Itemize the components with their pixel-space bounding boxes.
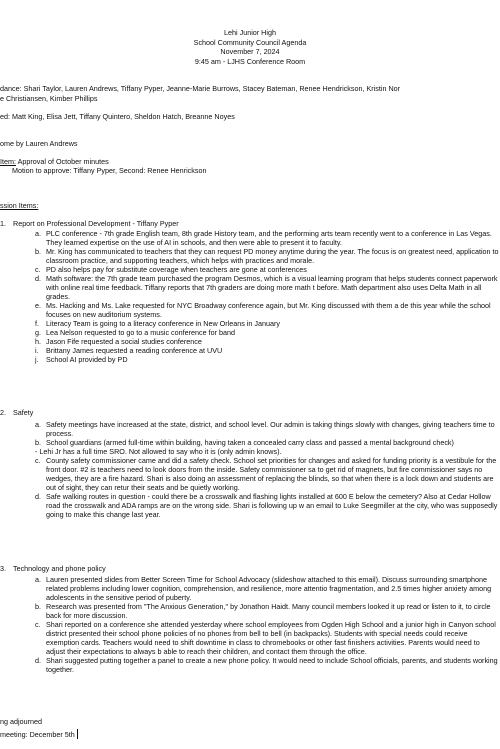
meeting-date: November 7, 2024 (220, 47, 280, 56)
list-item-text: Ms. Hacking and Ms. Lake requested for NYC Broadway conference again, but Mr. King discussed with them a de this year while the school focuses on new auditorium systems. (46, 301, 491, 319)
list-marker: c. (35, 456, 41, 465)
list-item-text: Mr. King has communicated to teachers that they can request PD money anytime during the year. The focus is on greatest need, application to classroom practice, and supporting teachers, which helps with practices and morale. (46, 247, 499, 265)
section-2-item (35, 438, 500, 447)
section-1-item (35, 319, 500, 328)
list-item-text: Math software: the 7th grade team purchased the program Desmos, which is a visual learning program that helps students connect paperwork with online real time feedback. Tiffany reports that 7th graders are doing more math t before. Math department also uses Delta Math in all grades. (46, 274, 498, 301)
section-1-items (35, 229, 500, 364)
text-cursor (77, 729, 79, 739)
document-header (0, 28, 500, 66)
list-item-text: PLC conference - 7th grade English team, 8th grade History team, and the performing arts team recently went to a conference in Las Vegas. They learned expertise on the use of AI in schools, and then were able to present it to faculty. (46, 229, 492, 247)
welcome-line: ome by Lauren Andrews (0, 139, 78, 148)
section-1-item (35, 265, 500, 274)
list-marker: e. (35, 301, 41, 310)
list-item-text: Safety meetings have increased at the state, district, and school level. Our admin is taking things slowly with changes, giving teachers time to process. (46, 420, 495, 438)
list-item-text: Shari reported on a conference she attended yesterday where school employees from Ogden High School and a junior high in Canyon school district presented their school phone policies of no phones from bell to bell (in backpacks). Students with special needs could receive exemption cards. Teachers would need to shift downtime in class to chromebooks or other fast finishers activities. Parents would need to adjust their expectations to always b able to reach their children, and contact them through the office. (46, 620, 496, 656)
section-2-item (35, 420, 500, 438)
section-1-item (35, 229, 500, 247)
section-2-item (35, 447, 500, 456)
list-item-text: Research was presented from "The Anxious Generation," by Jonathon Haidt. Many council members looked it up read or listen to it, to circle back for more discussion. (46, 602, 491, 620)
section-2-number: 2. (0, 408, 6, 417)
excused-line: ed: Matt King, Elisa Jett, Tiffany Quintero, Sheldon Hatch, Breanne Noyes (0, 112, 235, 121)
list-item-text: Jason Fife requested a social studies conference (46, 337, 202, 346)
section-3-item (35, 620, 500, 656)
list-marker: d. (35, 274, 41, 283)
section-3-title: Technology and phone policy (13, 564, 106, 573)
list-marker: g. (35, 328, 41, 337)
list-marker: d. (35, 492, 41, 501)
section-2-title: Safety (13, 408, 34, 417)
section-3-number: 3. (0, 564, 6, 573)
section-1-item (35, 301, 500, 319)
list-marker: a. (35, 229, 41, 238)
discussion-heading: ssion Items: (0, 201, 39, 210)
section-2-item (35, 456, 500, 492)
list-marker: j. (35, 355, 39, 364)
adjourned-line: ng adjourned (0, 717, 42, 726)
section-1-item (35, 247, 500, 265)
section-1-item (35, 328, 500, 337)
list-marker: b. (35, 247, 41, 256)
document-title: School Community Council Agenda (193, 37, 307, 47)
list-marker: i. (35, 346, 39, 355)
list-item-text: School AI provided by PD (46, 355, 128, 364)
action-item-text: Approval of October minutes (15, 157, 109, 166)
list-item-text: County safety commissioner came and did a safety check. School set priorities for changes and asked for funding priority is a vestibule for the front door. #2 is teachers need to look doors from the inside. Safety commissioner sa to get rid of magnets, but fire commissioner says no wedges, they are a fire hazard. Shari is also doing an assessment of replacing the blinds, so that when there is a lock down and students are out of sight, they can retur their seats and be quietly working. (46, 456, 497, 492)
section-1-item (35, 346, 500, 355)
list-marker: c. (35, 265, 41, 274)
list-marker: c. (35, 620, 41, 629)
section-1-item (35, 274, 500, 301)
list-item-text: PD also helps pay for substitute coverage when teachers are gone at conferences (46, 265, 307, 274)
attendance-line-1: dance: Shari Taylor, Lauren Andrews, Tiffany Pyper, Jeanne-Marie Burrows, Stacey Bateman, Renee Hendrickson, Kristin Nor (0, 84, 401, 93)
action-item-label: Item: (0, 157, 16, 166)
section-2-items (35, 420, 500, 519)
list-marker: b. (35, 438, 41, 447)
action-item-line (0, 157, 109, 166)
section-3-item (35, 602, 500, 620)
list-marker: h. (35, 337, 41, 346)
list-item-text: Lea Nelson requested to go to a music conference for band (46, 328, 235, 337)
school-name: Lehi Junior High (224, 28, 276, 37)
section-1-number: 1. (0, 219, 6, 228)
section-3-item (35, 575, 500, 602)
section-3-item (35, 656, 500, 674)
list-marker: a. (35, 575, 41, 584)
list-item-text: School guardians (armed full-time within building, having taken a concealed carry class and passed a mental background check) (46, 438, 454, 447)
section-1-item (35, 355, 500, 364)
section-1-title: Report on Professional Development - Tiffany Pyper (13, 219, 179, 228)
section-3-items (35, 575, 500, 674)
motion-line: Motion to approve: Tiffany Pyper, Second: Renee Henrickson (12, 166, 207, 175)
list-item-text: - Lehi Jr has a full time SRO. Not allowed to say who it is (only admin knows). (35, 447, 282, 456)
attendance-line-2: e Christiansen, Kimber Phillips (0, 94, 98, 103)
list-marker: f. (35, 319, 39, 328)
section-2-item (35, 492, 500, 519)
list-item-text: Safe walking routes in question - could there be a crosswalk and flashing lights installed at 600 E below the cemetery? Also at Cedar Hollow road the crosswalk and ADA ramps are on the wrong side. Shari is following up w an email to Luke Seegmiller at the city, who was supposedly going to make this change last year. (46, 492, 498, 519)
next-meeting-text: meeting: December 5th (0, 730, 75, 739)
list-item-text: Lauren presented slides from Better Screen Time for School Advocacy (slideshow attached to this email). Discuss surrounding smartphone related problems including lower cognition, comprehension, and resilience, more attentio fragmentation, and 2.5 times higher anxiety among adolescents in the sensitive period of puberty. (46, 575, 492, 602)
list-marker: a. (35, 420, 41, 429)
list-item-text: Literacy Team is going to a literacy conference in New Orleans in January (46, 319, 280, 328)
list-marker: b. (35, 602, 41, 611)
list-marker: d. (35, 656, 41, 665)
list-item-text: Shari suggested putting together a panel to create a new phone policy. It would need to include School officials, parents, and students working together. (46, 656, 498, 674)
meeting-time-location: 9:45 am - LJHS Conference Room (194, 56, 306, 66)
list-item-text: Brittany James requested a reading conference at UVU (46, 346, 223, 355)
section-1-item (35, 337, 500, 346)
next-meeting-line (0, 729, 78, 739)
